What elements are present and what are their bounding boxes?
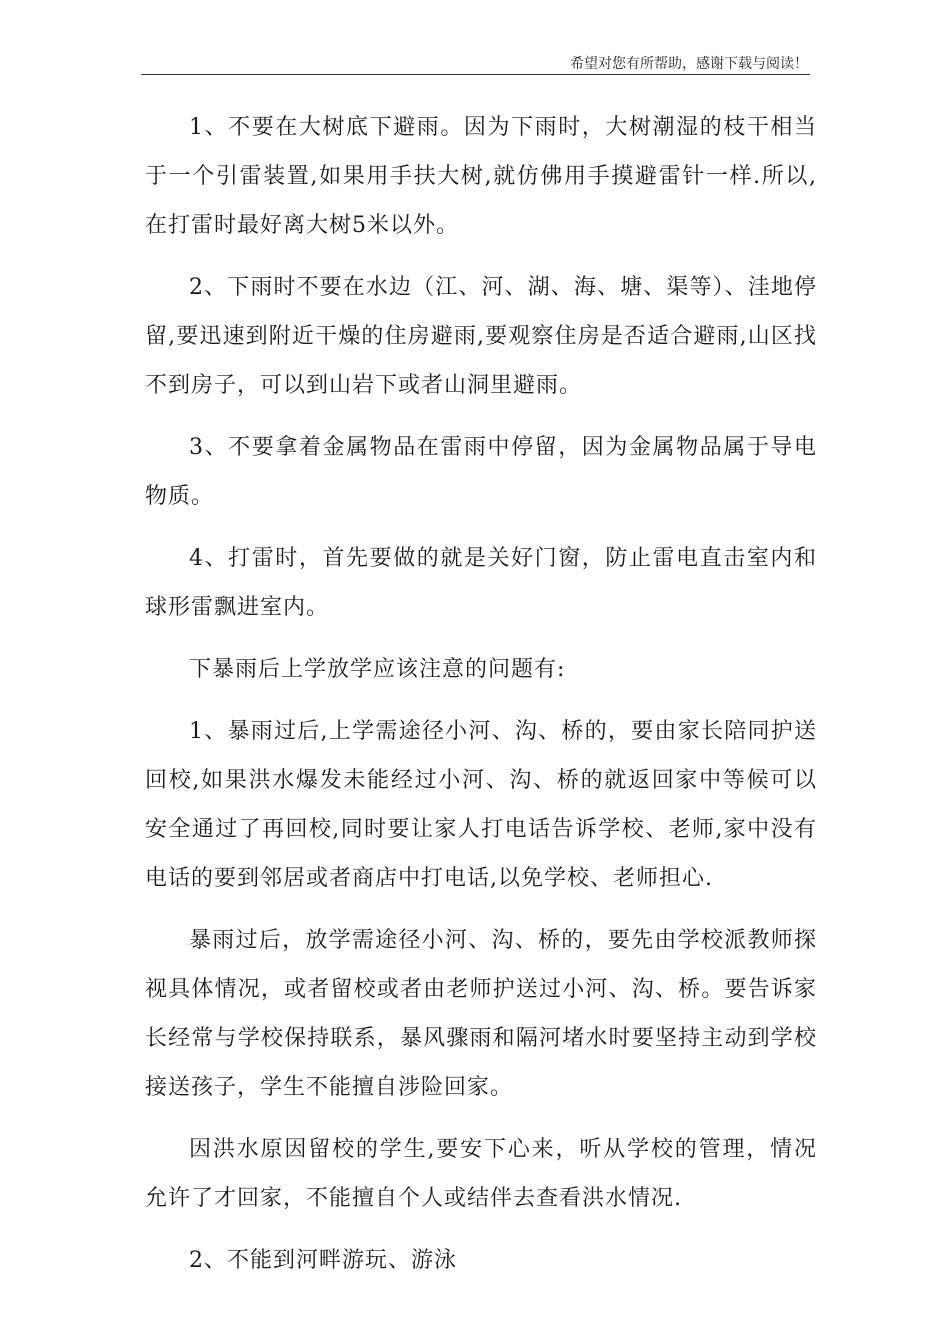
paragraph-section-heading: 下暴雨后上学放学应该注意的问题有: (189, 657, 566, 682)
paragraph-school-leaving: 暴雨过后，放学需途径小河、沟、桥的，要先由学校派教师探视具体情况，或者留校或者由老师护送过小河、沟、桥。要告诉家长经常与学校保持联系，暴风骤雨和隔河堵水时要坚持主动到学校接送孩子，学生不能擅自涉险回家。 (145, 928, 817, 1100)
paragraph-tip-4-close-windows: 4、打雷时，首先要做的就是关好门窗，防止雷电直击室内和球形雷飘进室内。 (145, 546, 817, 620)
page-header (141, 56, 810, 75)
document-body (145, 103, 817, 1298)
paragraph-school-2-no-swimming: 2、不能到河畔游玩、游泳 (189, 1248, 457, 1273)
paragraph-stay-at-school: 因洪水原因留校的学生,要安下心来，听从学校的管理，情况允许了才回家，不能擅自个人或结伴去查看洪水情况. (145, 1137, 817, 1211)
paragraph-tip-1-avoid-trees: 1、不要在大树底下避雨。因为下雨时，大树潮湿的枝干相当于一个引雷装置,如果用手扶大树,就仿佛用手摸避雷针一样.所以,在打雷时最好离大树5米以外。 (145, 115, 817, 238)
paragraph-tip-2-avoid-water: 2、下雨时不要在水边（江、河、湖、海、塘、渠等）、洼地停留,要迅速到附近干燥的住房避雨,要观察住房是否适合避雨,山区找不到房子，可以到山岩下或者山洞里避雨。 (145, 275, 817, 398)
paragraph-tip-3-metal-objects: 3、不要拿着金属物品在雷雨中停留，因为金属物品属于导电物质。 (145, 435, 817, 509)
header-text: 希望对您有所帮助，感谢下载与阅读！ (570, 56, 808, 72)
paragraph-school-1-going: 1、暴雨过后,上学需途径小河、沟、桥的，要由家长陪同护送回校,如果洪水爆发未能经过小河、沟、桥的就返回家中等候可以安全通过了再回校,同时要让家人打电话告诉学校、老师,家中没有电话的要到邻居或者商店中打电话,以免学校、老师担心. (145, 719, 817, 891)
